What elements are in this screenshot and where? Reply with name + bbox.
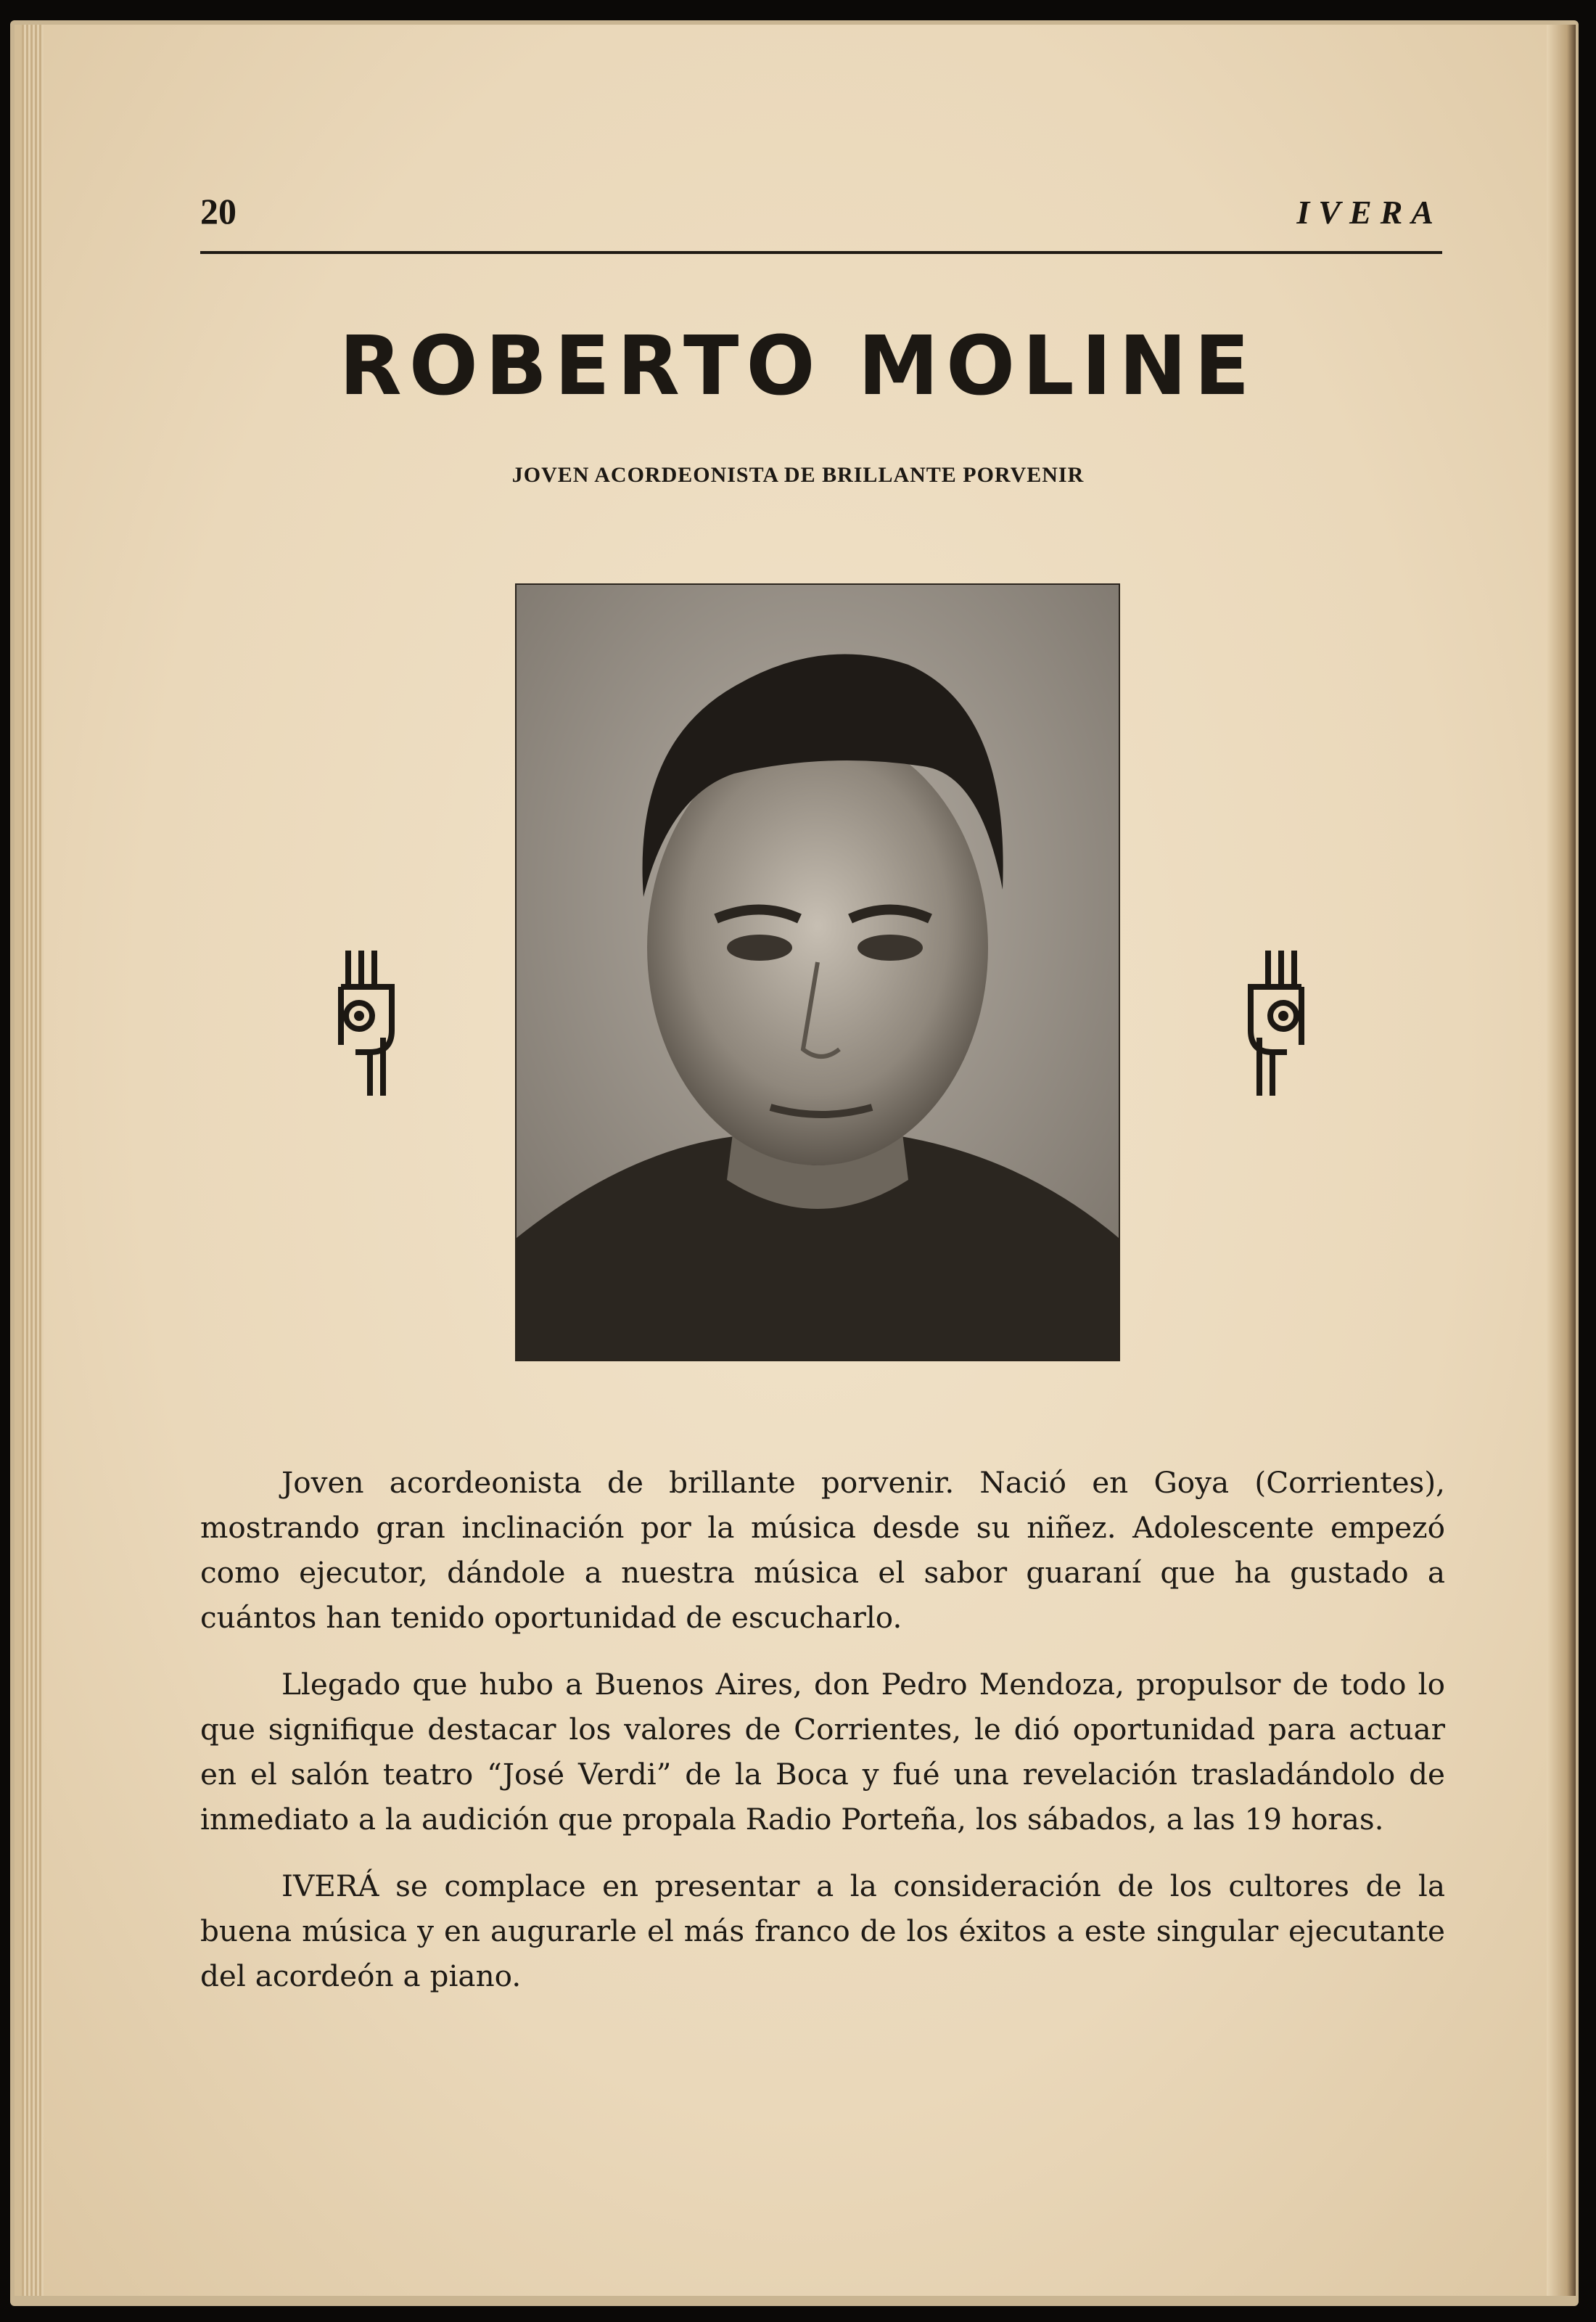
- article-body: [200, 1460, 1445, 2020]
- article-paragraph: Llegado que hubo a Buenos Aires, don Pedro Mendoza, propulsor de todo lo que signifique destacar los valores de Corrientes, le dió oportunidad para actuar en el salón teatro “José Verdi” de la Boca y fué una revelación trasladándolo de inmediato a la audición que propala Radio Porteña, los sábados, a las 19 horas.: [200, 1667, 1445, 1837]
- article-subtitle: JOVEN ACORDEONISTA DE BRILLANTE PORVENIR: [511, 463, 1085, 487]
- article-paragraph: Joven acordeonista de brillante porvenir. Nació en Goya (Corrientes), mostrando gran inclinación por la música desde su niñez. Adolescente empezó como ejecutor, dándole a nuestra música el sabor guaraní que ha gustado a cuántos han tenido oportunidad de escucharlo.: [200, 1465, 1445, 1635]
- right-ornament-icon: [1236, 943, 1316, 1103]
- article-title: ROBERTO MOLINE: [339, 319, 1257, 414]
- article-paragraph: IVERÁ se complace en presentar a la consideración de los cultores de la buena música y en augurarle el más franco de los éxitos a este singular ejecutante del acordeón a piano.: [200, 1868, 1445, 1993]
- portrait-photo: [515, 583, 1120, 1361]
- running-header-title: IVERA: [1296, 194, 1442, 231]
- left-ornament-icon: [326, 943, 406, 1103]
- header-rule: [200, 251, 1442, 254]
- page-number: 20: [200, 191, 236, 231]
